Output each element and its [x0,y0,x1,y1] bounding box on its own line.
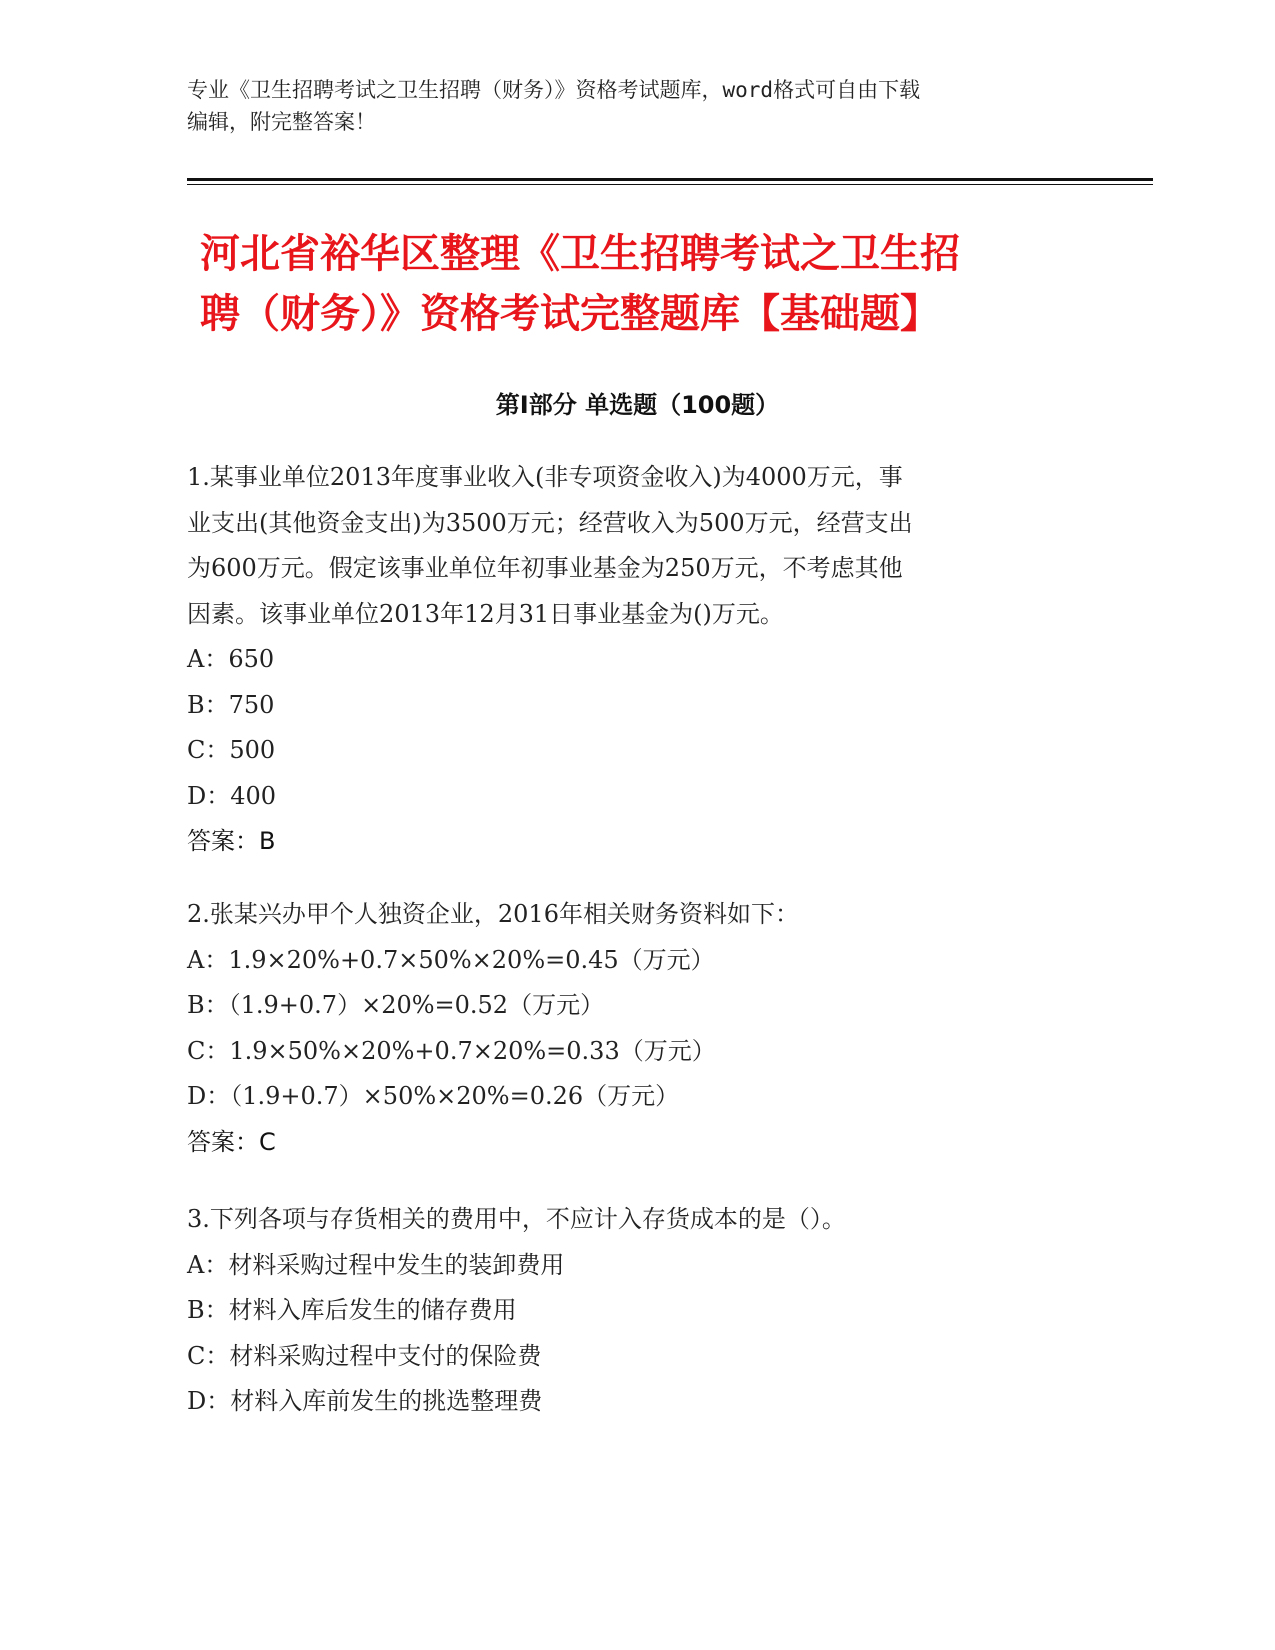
document-title [200,224,1100,344]
question-text-line: 业支出(其他资金支出)为3500万元；经营收入为500万元，经营支出 [187,508,913,537]
header-note-line-1: 专业《卫生招聘考试之卫生招聘（财务）》资格考试题库，word格式可自由下载 [187,78,921,102]
question-text-line: 3.下列各项与存货相关的费用中，不应计入存货成本的是（）。 [187,1205,846,1233]
header-note-line-2: 编辑，附完整答案！ [187,110,376,134]
header-note [187,74,1087,138]
option-d: D：（1.9+0.7）×50%×20%=0.26（万元） [187,1082,680,1110]
question-text-line: 为600万元。假定该事业单位年初事业基金为250万元，不考虑其他 [187,554,903,582]
question-1 [187,455,1087,865]
option-b: B：（1.9+0.7）×20%=0.52（万元） [187,991,605,1019]
option-b: B：材料入库后发生的储存费用 [187,1296,517,1324]
section-heading: 第Ⅰ部分 单选题（100题） [495,391,780,419]
option-a: A：650 [187,645,275,673]
question-text-line: 因素。该事业单位2013年12月31日事业基金为()万元。 [187,599,784,628]
option-c: C：1.9×50%×20%+0.7×20%=0.33（万元） [187,1036,716,1065]
answer-line: 答案：B [187,827,276,855]
document-title-line-1: 河北省裕华区整理《卫生招聘考试之卫生招 [200,231,960,277]
option-a: A：1.9×20%+0.7×50%×20%=0.45（万元） [187,945,715,974]
option-c: C：材料采购过程中支付的保险费 [187,1341,542,1370]
question-text-line: 1.某事业单位2013年度事业收入(非专项资金收入)为4000万元，事 [187,463,903,491]
question-text-line: 2.张某兴办甲个人独资企业，2016年相关财务资料如下： [187,900,799,928]
option-b: B：750 [187,690,275,719]
option-d: D：400 [187,781,277,810]
question-2 [187,892,1087,1165]
question-3 [187,1197,1087,1425]
header-divider-thick [187,178,1153,181]
option-d: D：材料入库前发生的挑选整理费 [187,1387,543,1415]
option-c: C：500 [187,736,276,764]
answer-line: 答案：C [187,1127,276,1156]
header-divider-thin [187,184,1153,185]
option-a: A：材料采购过程中发生的装卸费用 [187,1250,565,1279]
document-title-line-2: 聘（财务）》资格考试完整题库【基础题】 [200,291,940,337]
